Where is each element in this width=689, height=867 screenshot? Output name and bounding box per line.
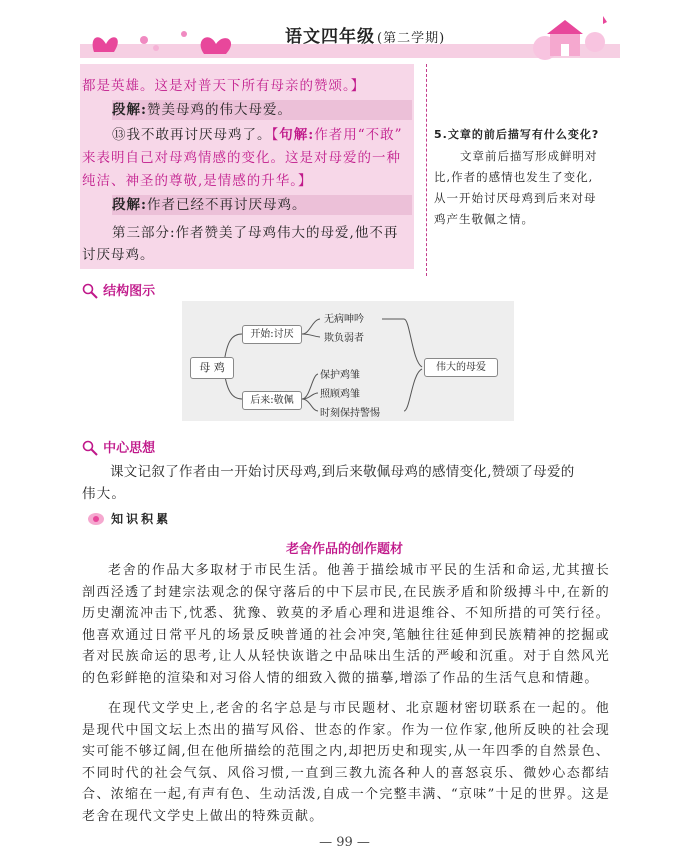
- sentence-note-line2: 来表明自己对母鸡情感的变化。这是对母爱的一种: [82, 150, 401, 166]
- knowledge-paragraph-1: 老舍的作品大多取材于市民生活。他善于描绘城市平民的生活和命运,尤其擅长剖西泾透了封建宗法观念的保守落后的中下层市民,在民族矛盾和阶级搏斗中,在新的历史潮流冲击下,忱悉、犹豫、敦莫的矛盾心理和进退维谷、不知所措的可笑行径。他喜欢通过日常平凡的场景反映普通的社会冲突,笔触往往延伸到民族精神的挖掘或者对民族命运的思考,让人从轻快诙谐之中品味出生活的严峻和沉重。对于自然风光的色彩鲜艳的渲染和对习俗人情的细致入微的描摹,增添了作品的生活气息和情趣。: [82, 563, 610, 686]
- flower-icon: [86, 510, 106, 528]
- butterfly-decoration-icon: [84, 22, 244, 62]
- knowledge-title: 老舍作品的创作题材: [285, 542, 403, 557]
- answer-line-1: 文章前后描写形成鲜明对: [460, 149, 598, 163]
- knowledge-heading: 知识积累: [86, 508, 171, 528]
- diagram-bottom-item-2: 照顾鸡雏: [320, 389, 360, 400]
- diagram-bottom-item-1: 保护鸡雏: [320, 370, 360, 381]
- house-decoration-icon: [515, 12, 615, 60]
- answer-line-4: 鸡产生敬佩之情。: [434, 212, 534, 226]
- page-number: — 99 —: [319, 835, 370, 850]
- diagram-branch-bottom: 后来:敬佩: [242, 391, 302, 410]
- bracket-note-end: 都是英雄。这是对普天下所有母亲的赞颂。】: [82, 78, 366, 94]
- paragraph-13: ⑬我不敢再讨厌母鸡了。【句解:作者用“不敢”: [112, 127, 403, 143]
- magnifier-icon: [82, 440, 98, 456]
- idea-text-line1: 课文记叙了作者由一开始讨厌母鸡,到后来敬佩母鸡的感情变化,赞颂了母爱的: [110, 464, 575, 480]
- idea-heading: 中心思想: [82, 437, 155, 456]
- idea-text-line2: 伟大。: [82, 486, 127, 502]
- diagram-bottom-item-3: 时刻保持警惕: [320, 408, 380, 419]
- paragraph-summary: 段解:赞美母鸡的伟大母爱。: [112, 100, 412, 120]
- page-header: [0, 0, 689, 64]
- paragraph-summary-2: 段解:作者已经不再讨厌母鸡。: [112, 195, 412, 215]
- question-5: 5.文章的前后描写有什么变化?: [434, 128, 600, 141]
- column-divider: [426, 64, 427, 276]
- part3-summary-line1: 第三部分:作者赞美了母鸡伟大的母爱,他不再: [112, 225, 399, 241]
- diagram-center-node: 母 鸡: [190, 357, 234, 379]
- part3-summary-line2: 讨厌母鸡。: [82, 247, 155, 263]
- diagram-top-item-1: 无病呻吟: [324, 314, 364, 325]
- knowledge-paragraph-2: 在现代文学史上,老舍的名字总是与市民题材、北京题材密切联系在一起的。他是现代中国文坛上杰出的描写风俗、世态的作家。作为一位作家,他所反映的社会现实可能不够辽阔,但在他所描绘的范围之内,却把历史和现实,从一年四季的自然景色、不同时代的社会气氛、风俗习惯,一直到三教九流各种人的喜怒哀乐、微妙心态都结合、浓缩在一起,有声有色、生动活泼,自成一个完整丰满、“京味”十足的世界。这是老舍在现代文学史上做出的特殊贡献。: [82, 701, 610, 824]
- diagram-top-item-2: 欺负弱者: [324, 333, 364, 344]
- page-title: 语文四年级 (第二学期): [285, 27, 446, 47]
- page-subtitle: (第二学期): [377, 31, 446, 46]
- answer-line-2: 比,作者的感情也发生了变化,: [434, 170, 594, 184]
- structure-heading: 结构图示: [82, 280, 155, 299]
- sentence-note-line3: 纯洁、神圣的尊敬,是情感的升华。】: [82, 173, 313, 189]
- answer-line-3: 从一开始讨厌母鸡到后来对母: [434, 191, 597, 205]
- diagram-result-node: 伟大的母爱: [424, 358, 498, 377]
- magnifier-icon: [82, 283, 98, 299]
- diagram-branch-top: 开始:讨厌: [242, 325, 302, 344]
